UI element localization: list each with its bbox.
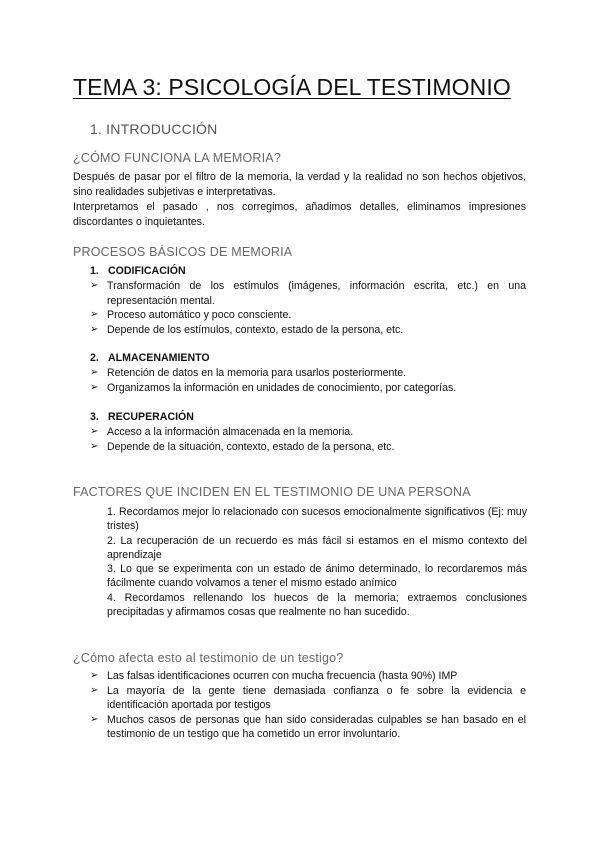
arrow-bullet-icon: ➢ (90, 367, 99, 378)
process-list-almacenamiento (90, 366, 526, 395)
witness-heading: ¿Cómo afecta esto al testimonio de un testigo? (73, 651, 344, 665)
list-item: ➢ Transformación de los estímulos (imágenes, información escrita, etc.) en una representación mental. (90, 280, 526, 307)
process-number: 2. (90, 352, 99, 364)
arrow-bullet-icon: ➢ (90, 713, 99, 725)
process-name: RECUPERACIÓN (108, 411, 194, 423)
list-item: ➢ Muchos casos de personas que han sido consideradas culpables se han basado en el testimonio de un testigo que ha cometido un error involuntario. (90, 713, 526, 740)
section-heading-introduccion: 1. INTRODUCCIÓN (90, 121, 218, 137)
process-title-almacenamiento (90, 351, 210, 366)
list-item: ➢ Depende de los estímulos, contexto, estado de la persona, etc. (90, 323, 404, 336)
process-number: 3. (90, 411, 99, 423)
arrow-bullet-icon: ➢ (90, 670, 99, 681)
process-title-recuperacion (90, 410, 194, 425)
memory-paragraph: Interpretamos el pasado , nos corregimos, añadimos detalles, eliminamos impresiones discordantes o inquietantes. (73, 201, 526, 228)
arrow-bullet-icon: ➢ (90, 323, 99, 335)
process-name: ALMACENAMIENTO (108, 352, 210, 364)
arrow-bullet-icon: ➢ (90, 684, 99, 696)
process-name: CODIFICACIÓN (108, 265, 186, 277)
list-item: ➢ Proceso automático y poco consciente. (90, 309, 292, 321)
list-item: ➢ Acceso a la información almacenada en la memoria. (90, 426, 354, 438)
memory-heading: ¿CÓMO FUNCIONA LA MEMORIA? (73, 151, 282, 165)
list-item: ➢ Organizamos la información en unidades de conocimiento, por categorías. (90, 381, 457, 394)
arrow-bullet-icon: ➢ (90, 309, 99, 320)
list-item: 1. Recordamos mejor lo relacionado con sucesos emocionalmente significativos (Ej: muy tristes) (107, 506, 527, 533)
witness-list (90, 669, 526, 742)
arrow-bullet-icon: ➢ (90, 381, 99, 393)
arrow-bullet-icon: ➢ (90, 426, 99, 437)
process-list-recuperacion (90, 425, 526, 454)
memory-paragraph: Después de pasar por el filtro de la memoria, la verdad y la realidad no son hechos objetivos, sino realidades subjetivas e interpretativas. (73, 171, 526, 198)
process-number: 1. (90, 265, 99, 277)
list-item: ➢ Retención de datos en la memoria para usarlos posteriormente. (90, 367, 407, 379)
list-item: ➢ La mayoría de la gente tiene demasiada confianza o fe sobre la evidencia e identificación aportada por testigos (90, 684, 526, 711)
page-title: TEMA 3: PSICOLOGÍA DEL TESTIMONIO (73, 74, 511, 100)
list-item: ➢ Depende de la situación, contexto, estado de la persona, etc. (90, 440, 395, 453)
list-item: 2. La recuperación de un recuerdo es más fácil si estamos en el mismo contexto del aprendizaje (107, 534, 527, 561)
process-list-codificacion (90, 279, 526, 337)
arrow-bullet-icon: ➢ (90, 280, 99, 291)
factors-heading: FACTORES QUE INCIDEN EN EL TESTIMONIO DE UNA PERSONA (73, 485, 471, 499)
list-item: ➢ Las falsas identificaciones ocurren con mucha frecuencia (hasta 90%) IMP (90, 670, 458, 682)
processes-heading: PROCESOS BÁSICOS DE MEMORIA (73, 245, 293, 259)
list-item: 4. Recordamos rellenando los huecos de la memoria; extraemos conclusiones precipitadas y afirmamos cosas que realmente no han sucedido. (107, 591, 527, 619)
list-item: 3. Lo que se experimenta con un estado de ánimo determinado, lo recordaremos más fácilmente cuando volvamos a tener el mismo estado anímico (107, 563, 527, 590)
factors-list (107, 505, 527, 619)
arrow-bullet-icon: ➢ (90, 440, 99, 452)
process-title-codificacion (90, 264, 186, 279)
